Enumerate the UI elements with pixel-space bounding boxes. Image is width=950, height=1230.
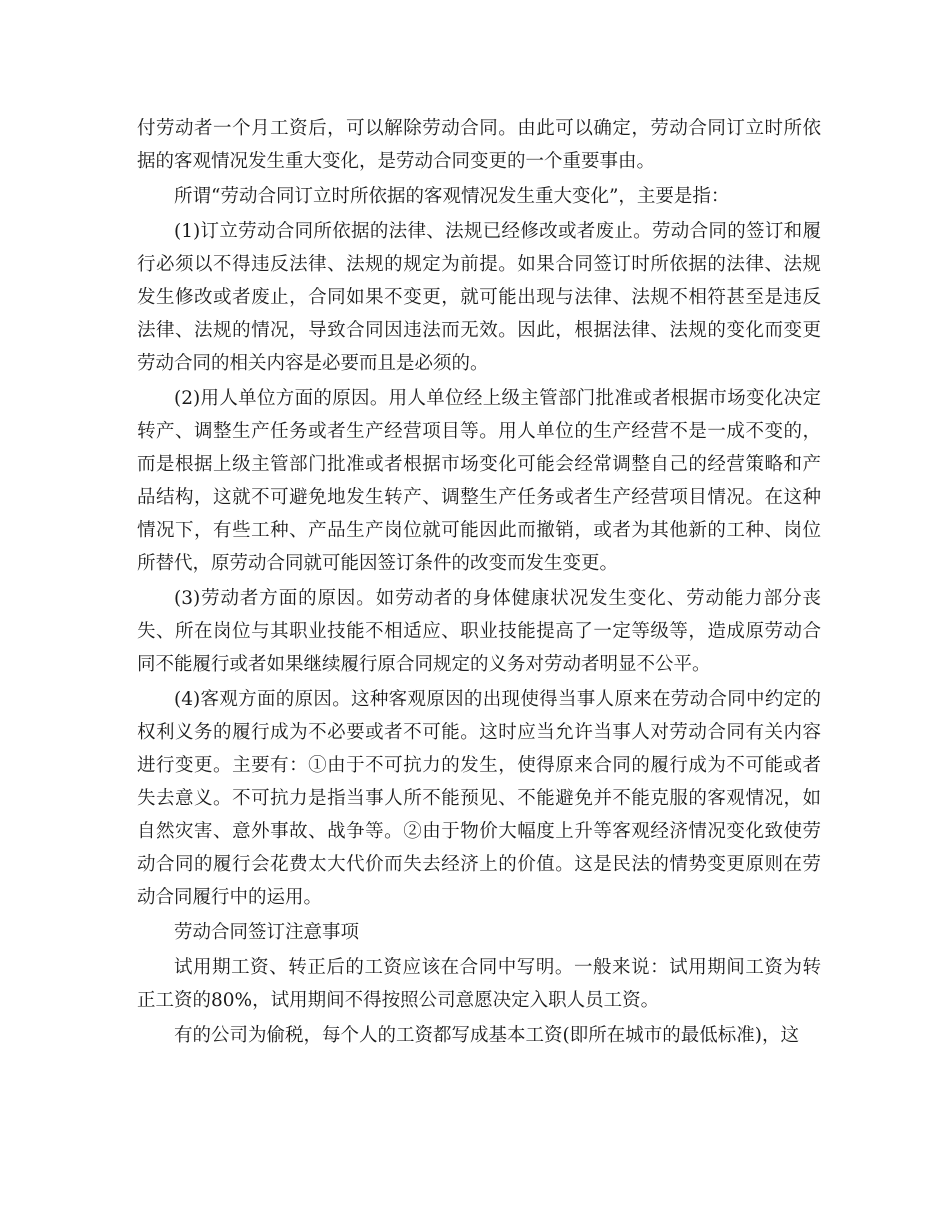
paragraph-item-2: (2)用人单位方面的原因。用人单位经上级主管部门批准或者根据市场变化决定转产、调整生产任务或者生产经营项目等。用人单位的生产经营不是一成不变的，而是根据上级主管部门批准或者根据市场变化可能会经常调整自己的经营策略和产品结构，这就不可避免地发生转产、调整生产任务或者生产经营项目情况。在这种情况下，有些工种、产品生产岗位就可能因此而撤销，或者为其他新的工种、岗位所替代，原劳动合同就可能因签订条件的改变而发生变更。	[137, 388, 821, 574]
paragraph-tax: 有的公司为偷税，每个人的工资都写成基本工资(即所在城市的最低标准)，这	[174, 1025, 799, 1046]
paragraph-continuation: 付劳动者一个月工资后，可以解除劳动合同。由此可以确定，劳动合同订立时所依据的客观情况发生重大变化，是劳动合同变更的一个重要事由。	[137, 118, 821, 172]
paragraph-item-3: (3)劳动者方面的原因。如劳动者的身体健康状况发生变化、劳动能力部分丧失、所在岗位与其职业技能不相适应、职业技能提高了一定等级等，造成原劳动合同不能履行或者如果继续履行原合同规定的义务对劳动者明显不公平。	[137, 588, 821, 675]
paragraph-probation-wage: 试用期工资、转正后的工资应该在合同中写明。一般来说：试用期间工资为转正工资的80%，试用期间不得按照公司意愿决定入职人员工资。	[137, 957, 821, 1011]
paragraph-item-4: (4)客观方面的原因。这种客观原因的出现使得当事人原来在劳动合同中约定的权利义务的履行成为不必要或者不可能。这时应当允许当事人对劳动合同有关内容进行变更。主要有：①由于不可抗力的发生，使得原来合同的履行成为不可能或者失去意义。不可抗力是指当事人所不能预见、不能避免并不能克服的客观情况，如自然灾害、意外事故、战争等。②由于物价大幅度上升等客观经济情况变化致使劳动合同的履行会花费太大代价而失去经济上的价值。这是民法的情势变更原则在劳动合同履行中的运用。	[137, 689, 821, 908]
section-heading: 劳动合同签订注意事项	[174, 922, 360, 943]
paragraph-intro: 所谓“劳动合同订立时所依据的客观情况发生重大变化”，主要是指：	[174, 186, 730, 207]
document-body	[137, 112, 821, 1054]
paragraph-item-1: (1)订立劳动合同所依据的法律、法规已经修改或者废止。劳动合同的签订和履行必须以不得违反法律、法规的规定为前提。如果合同签订时所依据的法律、法规发生修改或者废止，合同如果不变更，就可能出现与法律、法规不相符甚至是违反法律、法规的情况，导致合同因违法而无效。因此，根据法律、法规的变化而变更劳动合同的相关内容是必要而且是必须的。	[137, 221, 821, 374]
